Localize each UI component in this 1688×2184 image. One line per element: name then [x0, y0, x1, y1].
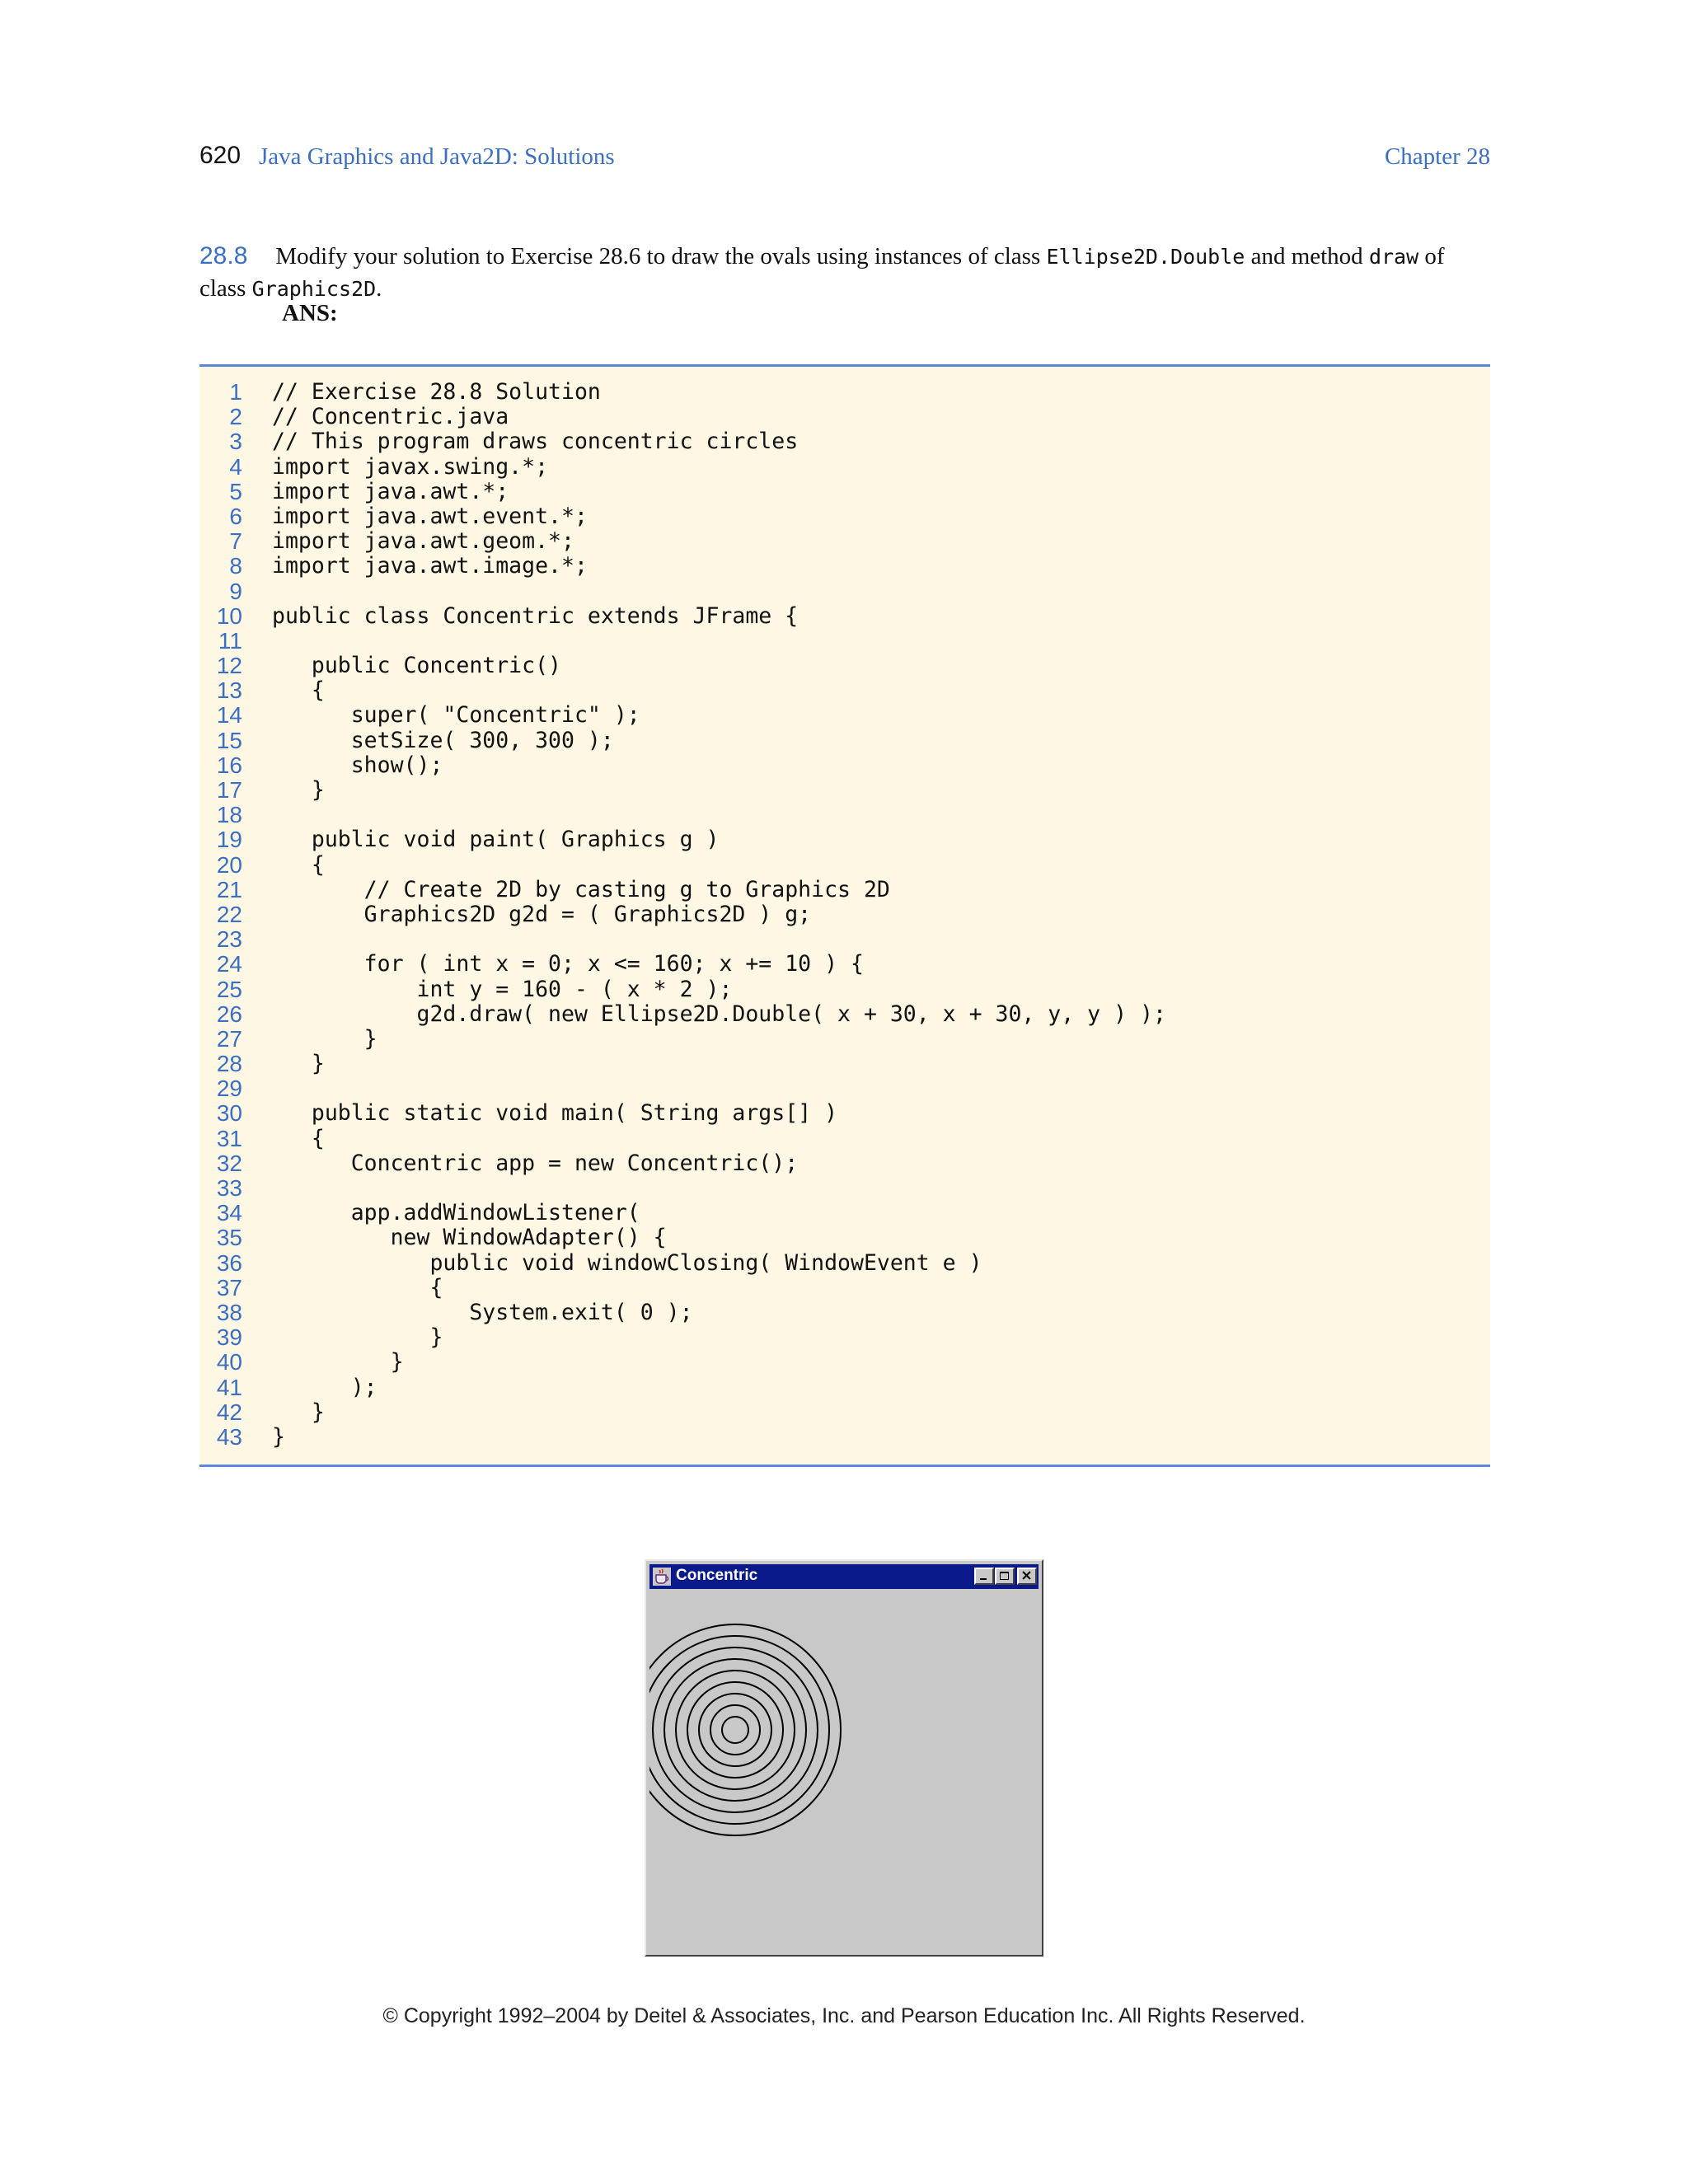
line-number: 43: [216, 1423, 242, 1450]
line-number: 18: [216, 802, 242, 828]
code-text: import javax.swing.*;: [272, 453, 549, 480]
java-cup-icon: [653, 1568, 671, 1586]
code-text: app.addWindowListener(: [272, 1200, 640, 1226]
code-text: show();: [272, 752, 443, 778]
drawing-canvas: [649, 1591, 1039, 1952]
app-window: [645, 1559, 1043, 1957]
line-number: 4: [229, 453, 242, 480]
line-number: 21: [216, 876, 242, 902]
close-button[interactable]: [1017, 1568, 1037, 1585]
code-text: }: [272, 1349, 404, 1376]
line-number: 33: [216, 1175, 242, 1201]
code-text: }: [272, 777, 325, 803]
code-text: // Exercise 28.8 Solution: [272, 379, 601, 405]
exercise-text-1: Modify your solution to Exercise 28.6 to draw the ovals using instances of class: [275, 243, 1047, 269]
line-number: 7: [229, 528, 242, 555]
maximize-button[interactable]: [995, 1568, 1015, 1585]
line-number: 41: [216, 1374, 242, 1400]
code-text: }: [272, 1051, 325, 1077]
code-text: {: [272, 1125, 325, 1151]
concentric-circle: [687, 1682, 783, 1778]
chapter-label: Chapter 28: [1384, 143, 1490, 170]
line-number: 12: [216, 653, 242, 679]
concentric-circle: [710, 1705, 760, 1755]
line-number: 29: [216, 1076, 242, 1102]
exercise-text-3: of class: [199, 243, 1445, 302]
line-number: 24: [216, 951, 242, 977]
line-number: 31: [216, 1125, 242, 1151]
exercise-statement: [199, 241, 1493, 305]
concentric-circle: [653, 1647, 818, 1812]
line-number: 1: [229, 379, 242, 405]
line-number: 13: [216, 677, 242, 704]
code-text: }: [272, 1025, 377, 1052]
line-number: 35: [216, 1225, 242, 1251]
code-text: public class Concentric extends JFrame {: [272, 602, 799, 629]
exercise-code-ellipse: Ellipse2D.Double: [1046, 245, 1245, 269]
code-text: import java.awt.*;: [272, 478, 509, 504]
code-text: new WindowAdapter() {: [272, 1225, 667, 1251]
concentric-circle: [722, 1717, 748, 1743]
code-text: public static void main( String args[] ): [272, 1100, 838, 1127]
code-text: Concentric app = new Concentric();: [272, 1150, 799, 1176]
code-text: }: [272, 1324, 443, 1351]
answer-label: ANS:: [282, 300, 338, 326]
page-number: 620: [199, 142, 241, 169]
exercise-text-2: and method: [1245, 243, 1369, 269]
close-icon: [1020, 1570, 1034, 1582]
exercise-code-draw: draw: [1368, 245, 1419, 269]
code-text: import java.awt.image.*;: [272, 553, 588, 579]
line-number: 42: [216, 1399, 242, 1425]
line-number: 16: [216, 752, 242, 778]
line-number: 34: [216, 1200, 242, 1226]
window-title: Concentric: [676, 1567, 758, 1584]
window-titlebar[interactable]: [649, 1564, 1039, 1589]
chapter-title: Java Graphics and Java2D: Solutions: [259, 143, 615, 170]
copyright-notice: © Copyright 1992–2004 by Deitel & Associates, Inc. and Pearson Education Inc. All Rights Reserved.: [382, 2004, 1306, 2027]
line-number: 17: [216, 777, 242, 803]
code-text: {: [272, 1274, 443, 1301]
line-number: 14: [216, 702, 242, 729]
code-text: }: [272, 1399, 325, 1425]
line-number: 19: [216, 827, 242, 853]
code-text: }: [272, 1423, 285, 1450]
code-text: // This program draws concentric circles: [272, 429, 799, 455]
line-number: 36: [216, 1249, 242, 1276]
code-text: public void windowClosing( WindowEvent e ): [272, 1249, 982, 1276]
line-number: 37: [216, 1274, 242, 1301]
line-number: 9: [229, 578, 242, 604]
line-number: 8: [229, 553, 242, 579]
page-header: [199, 138, 1490, 176]
code-text: g2d.draw( new Ellipse2D.Double( x + 30, x + 30, y, y ) );: [272, 1001, 1166, 1027]
line-number: 22: [216, 901, 242, 927]
line-number: 11: [218, 627, 242, 654]
line-number: 15: [216, 727, 242, 753]
line-number: 28: [216, 1051, 242, 1077]
line-number: 40: [216, 1349, 242, 1376]
line-number: 10: [216, 602, 242, 629]
code-text: int y = 160 - ( x * 2 );: [272, 976, 733, 1002]
code-listing: [199, 364, 1490, 1467]
code-text: System.exit( 0 );: [272, 1299, 693, 1325]
code-text: // Concentric.java: [272, 404, 509, 430]
code-text: );: [272, 1374, 377, 1400]
line-number: 27: [216, 1025, 242, 1052]
line-number: 2: [229, 404, 242, 430]
code-text: for ( int x = 0; x <= 160; x += 10 ) {: [272, 951, 864, 977]
line-number: 6: [229, 503, 242, 529]
code-text: public Concentric(): [272, 653, 561, 679]
code-text: // Create 2D by casting g to Graphics 2D: [272, 876, 890, 902]
line-number: 32: [216, 1150, 242, 1176]
code-text: super( "Concentric" );: [272, 702, 640, 729]
code-text: {: [272, 677, 325, 704]
code-text: {: [272, 851, 325, 878]
line-number: 30: [216, 1100, 242, 1127]
minimize-button[interactable]: [974, 1568, 994, 1585]
exercise-code-graphics2d: Graphics2D: [251, 277, 377, 301]
line-number: 38: [216, 1299, 242, 1325]
code-text: import java.awt.geom.*;: [272, 528, 574, 555]
code-text: Graphics2D g2d = ( Graphics2D ) g;: [272, 901, 812, 927]
line-number: 26: [216, 1001, 242, 1027]
line-number: 20: [216, 851, 242, 878]
line-number: 23: [216, 926, 242, 953]
line-number: 5: [229, 478, 242, 504]
line-number: 25: [216, 976, 242, 1002]
concentric-circle: [664, 1659, 806, 1801]
exercise-text-4: .: [376, 275, 382, 302]
concentric-circle: [676, 1671, 795, 1789]
code-text: setSize( 300, 300 );: [272, 727, 614, 753]
line-number: 3: [229, 429, 242, 455]
minimize-icon: [978, 1570, 991, 1582]
code-text: public void paint( Graphics g ): [272, 827, 720, 853]
exercise-number: 28.8: [199, 242, 248, 269]
maximize-icon: [998, 1570, 1011, 1582]
code-text: import java.awt.event.*;: [272, 503, 588, 529]
line-number: 39: [216, 1324, 242, 1351]
